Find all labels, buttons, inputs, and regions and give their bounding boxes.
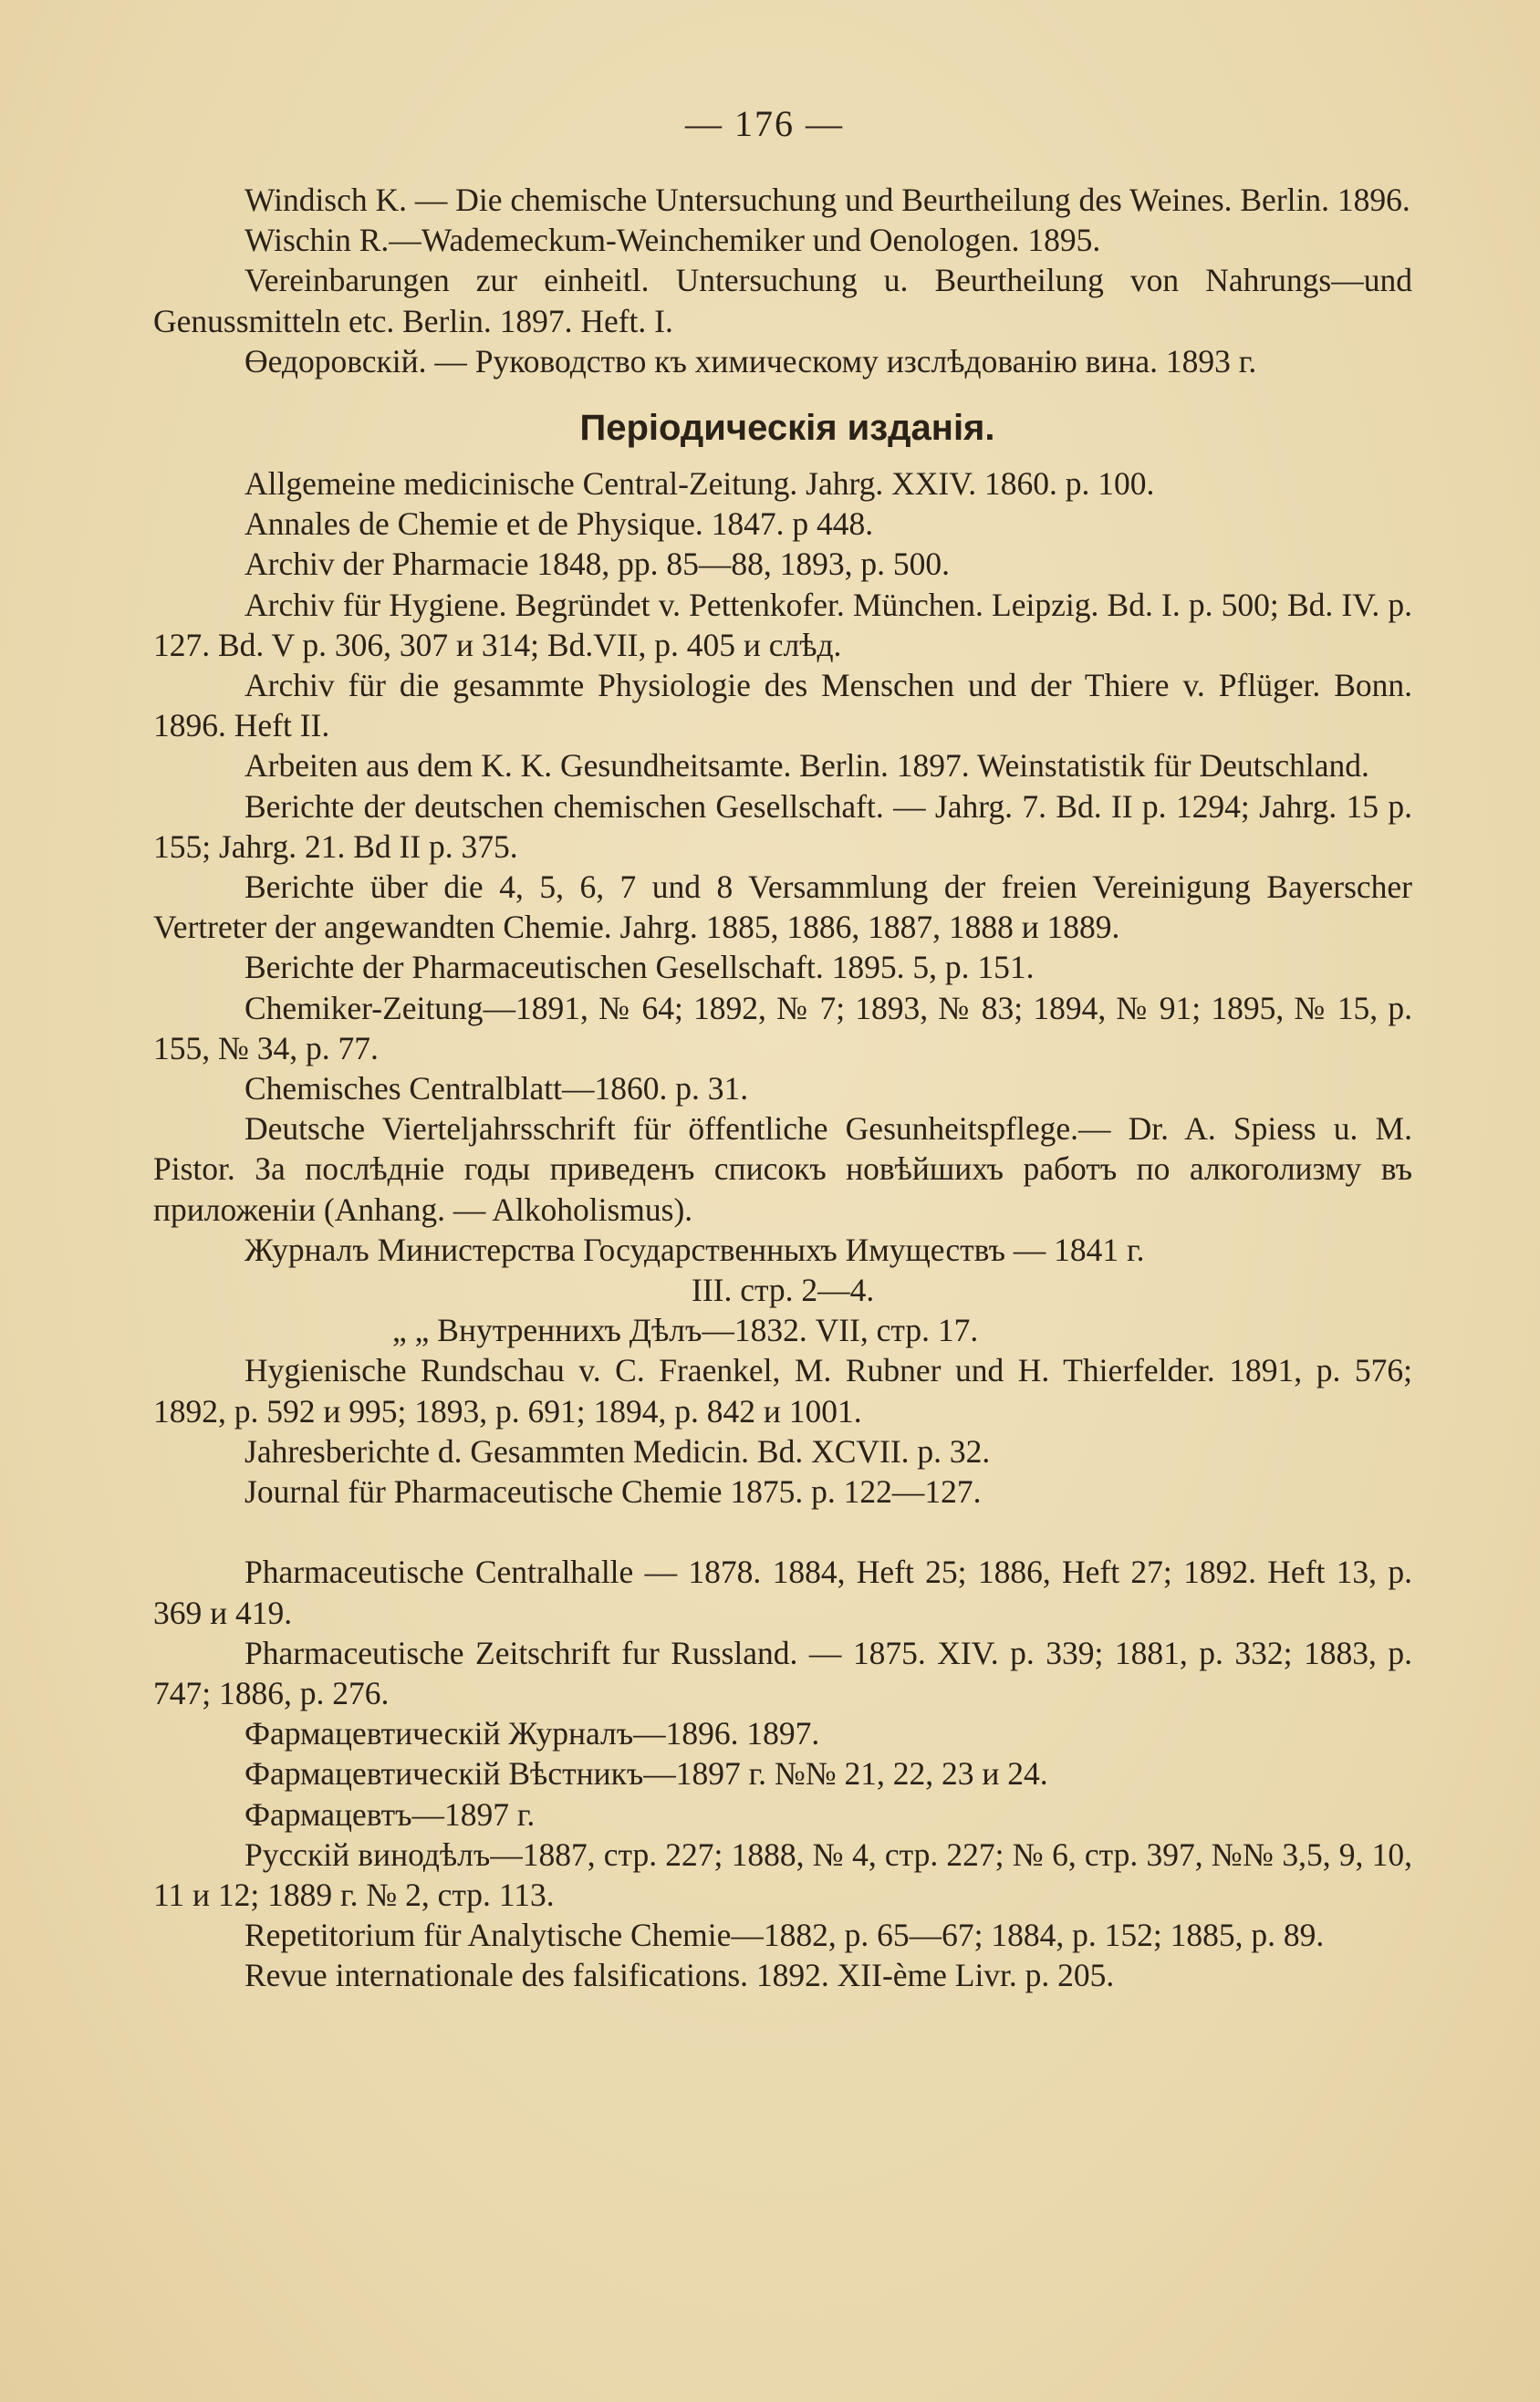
book-entry: Windisch K. — Die chemische Untersuchung und Beurtheilung des Weines. Berlin. 1896. — [245, 182, 1410, 218]
periodical-entry: Pharmaceutische Zeitschrift fur Russland. — 1875. XIV. p. 339; 1881, p. 332; 1883, p. 747; 1886, p. 276. — [153, 1634, 1412, 1711]
periodical-entry: Repetitorium für Analytische Chemie—1882, p. 65—67; 1884, p. 152; 1885, p. 89. — [245, 1917, 1325, 1954]
periodical-entry: Deutsche Vierteljahrsschrift für öffentliche Gesunheitspflege.— Dr. A. Spiess u. M. Pistor. За послѣдніе годы приведенъ списокъ новѣйшихъ работъ по алкоголизму въ приложенiи (Anhang. — Alkoholismus). — [153, 1110, 1412, 1228]
periodical-entry: Berichte der Pharmaceutischen Gesellschaft. 1895. 5, p. 151. — [245, 949, 1035, 986]
periodical-entry-continuation: III. стр. 2—4. — [692, 1272, 875, 1309]
periodical-entry: Pharmaceutische Centralhalle — 1878. 1884, Heft 25; 1886, Heft 27; 1892. Heft 13, p. 369 и 419. — [153, 1554, 1412, 1631]
periodical-entry: Archiv für Hygiene. Begründet v. Pettenkofer. München. Leipzig. Bd. I. p. 500; Bd. IV. p. 127. Bd. V p. 306, 307 и 314; Bd.VII, p. 405 и слѣд. — [153, 586, 1412, 663]
section-heading: Періодическія изданія. — [579, 408, 995, 449]
periodical-entry: Journal für Pharmaceutische Chemie 1875. p. 122—127. — [245, 1473, 982, 1511]
periodical-entry: Archiv für die gesammte Physiologie des Menschen und der Thiere v. Pflüger. Bonn. 1896. Heft II. — [153, 667, 1412, 744]
page-number: — 176 — — [685, 103, 844, 144]
periodical-entry: Фармацевтическій Вѣстникъ—1897 г. №№ 21, 22, 23 и 24. — [245, 1755, 1048, 1793]
periodical-entry: Jahresberichte d. Gesammten Medicin. Bd. XCVII. p. 32. — [245, 1432, 991, 1470]
periodical-entry: Chemiker-Zeitung—1891, № 64; 1892, № 7; 1893, № 83; 1894, № 91; 1895, № 15, p. 155, № 34, p. 77. — [153, 989, 1412, 1066]
book-entry: Vereinbarungen zur einheitl. Untersuchung u. Beurtheilung von Nahrungs—und Genussmitteln etc. Berlin. 1897. Heft. I. — [153, 262, 1412, 339]
periodical-entry: Hygienische Rundschau v. C. Fraenkel, M. Rubner und H. Thierfelder. 1891, p. 576; 1892, p. 592 и 995; 1893, p. 691; 1894, p. 842 и 1001. — [153, 1352, 1412, 1430]
periodical-entry: Фармацевтъ—1897 г. — [245, 1795, 536, 1833]
periodical-entry: Журналъ Министерства Государственныхъ Имуществъ — 1841 г. — [245, 1231, 1145, 1268]
periodical-entry: Revue internationale des falsifications. 1892. XII-ème Livr. p. 205. — [245, 1957, 1115, 1994]
periodical-entry: Chemisches Centralblatt—1860. p. 31. — [245, 1070, 749, 1107]
periodical-entry: Berichte über die 4, 5, 6, 7 und 8 Versammlung der freien Vereinigung Bayerscher Vertreter der angewandten Chemie. Jahrg. 1885, 1886, 1887, 1888 и 1889. — [153, 868, 1412, 946]
periodical-entry: Archiv der Pharmacie 1848, pp. 85—88, 1893, p. 500. — [245, 546, 950, 583]
periodical-entry: Фармацевтическій Журналъ—1896. 1897. — [245, 1715, 820, 1752]
periodical-entry: Русскій винодѣлъ—1887, стр. 227; 1888, № 4, стр. 227; № 6, стр. 397, №№ 3,5, 9, 10, 11 и 12; 1889 г. № 2, стр. 113. — [153, 1835, 1412, 1913]
bibliography — [153, 180, 1412, 1996]
periodical-entry: Annales de Chemie et de Physique. 1847. p 448. — [245, 505, 874, 543]
periodical-entry: Berichte der deutschen chemischen Gesellschaft. — Jahrg. 7. Bd. II p. 1294; Jahrg. 15 p. 155; Jahrg. 21. Bd II p. 375. — [153, 787, 1412, 865]
periodical-entry: Arbeiten aus dem K. K. Gesundheitsamte. Berlin. 1897. Weinstatistik für Deutschland. — [245, 747, 1369, 785]
periodical-entry: Allgemeine medicinische Central-Zeitung. Jahrg. XXIV. 1860. p. 100. — [245, 465, 1155, 503]
periodical-entry-ditto: „ „ Внутреннихъ Дѣлъ—1832. VII, стр. 17. — [392, 1312, 979, 1349]
book-entry: Өедоровскій. — Руководство къ химическому изслѣдованію вина. 1893 г. — [245, 342, 1257, 380]
book-entry: Wischin R.—Wademeckum-Weinchemiker und Oenologen. 1895. — [245, 222, 1101, 259]
